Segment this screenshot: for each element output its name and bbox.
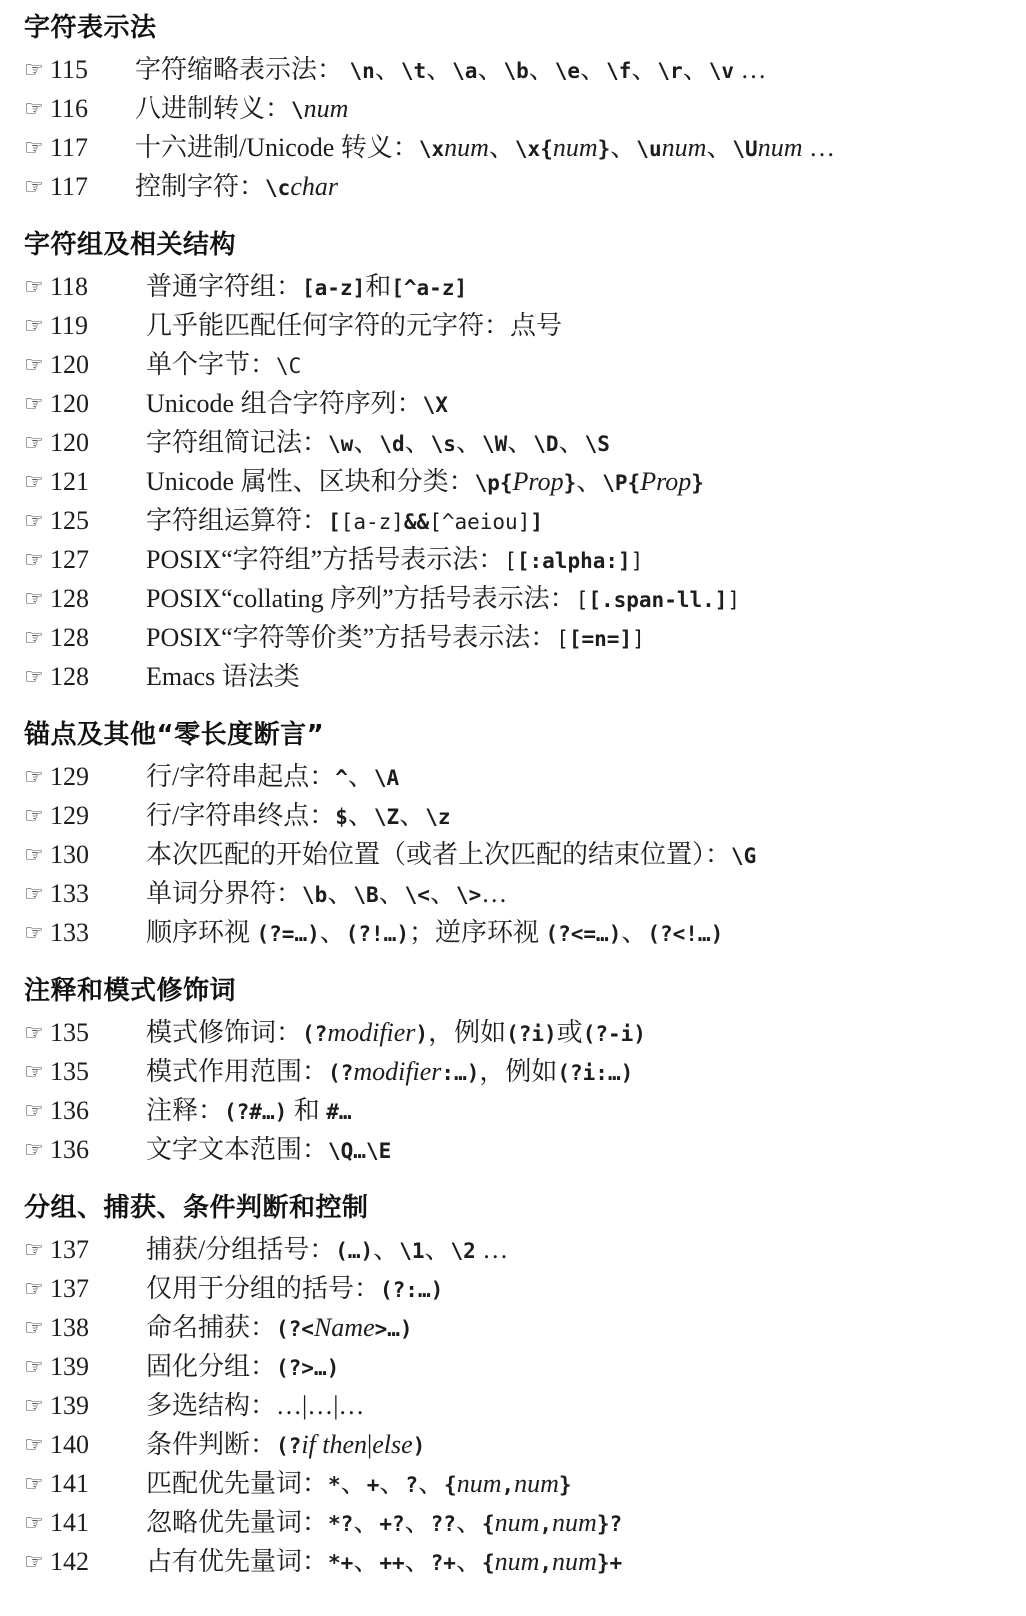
entry-text: 顺序环视 (?=…)、(?!…)；逆序环视 (?<=…)、(?<!…) [146, 918, 724, 947]
page-number: 128 [50, 623, 89, 652]
pointing-hand-icon: ☞ [24, 96, 44, 121]
entry-text: 匹配优先量词：*、+、?、{num,num} [146, 1469, 572, 1498]
index-entry [24, 835, 1006, 874]
index-entry [24, 50, 1006, 89]
index-entry [24, 1425, 1006, 1464]
page-number: 139 [50, 1352, 89, 1381]
entry-text: 捕获/分组括号：(…)、\1、\2 … [146, 1235, 509, 1264]
index-entry [24, 1542, 1006, 1581]
entry-text: 本次匹配的开始位置（或者上次匹配的结束位置）：\G [146, 840, 757, 869]
page-number: 140 [50, 1430, 89, 1459]
pointing-hand-icon: ☞ [24, 430, 44, 455]
page-number: 120 [50, 350, 89, 379]
entry-text: 模式修饰词：(?modifier)，例如(?i)或(?-i) [146, 1018, 646, 1047]
pointing-hand-icon: ☞ [24, 313, 44, 338]
section [24, 227, 1006, 696]
section-title: 字符表示法 [24, 13, 157, 43]
pointing-hand-icon: ☞ [24, 57, 44, 82]
entry-text: 几乎能匹配任何字符的元字符：点号 [146, 311, 563, 340]
pointing-hand-icon: ☞ [24, 391, 44, 416]
index-entry [24, 462, 1006, 501]
page-number: 117 [50, 133, 89, 162]
pointing-hand-icon: ☞ [24, 1137, 44, 1162]
page-number: 129 [50, 801, 89, 830]
index-entry [24, 1269, 1006, 1308]
page-number: 135 [50, 1057, 89, 1086]
pointing-hand-icon: ☞ [24, 1098, 44, 1123]
section-title: 分组、捕获、条件判断和控制 [24, 1193, 369, 1223]
page-number: 129 [50, 762, 89, 791]
pointing-hand-icon: ☞ [24, 920, 44, 945]
entry-text: 行/字符串起点：^、\A [146, 762, 400, 791]
page-number: 138 [50, 1313, 89, 1342]
pointing-hand-icon: ☞ [24, 803, 44, 828]
pointing-hand-icon: ☞ [24, 1315, 44, 1340]
pointing-hand-icon: ☞ [24, 664, 44, 689]
page-number: 130 [50, 840, 89, 869]
index-entry [24, 1386, 1006, 1425]
pointing-hand-icon: ☞ [24, 842, 44, 867]
pointing-hand-icon: ☞ [24, 586, 44, 611]
entry-text: 单词分界符：\b、\B、\<、\>… [146, 879, 508, 908]
page-number: 133 [50, 918, 89, 947]
entry-text: 字符组简记法：\w、\d、\s、\W、\D、\S [146, 428, 610, 457]
page-number: 115 [50, 55, 89, 84]
pointing-hand-icon: ☞ [24, 881, 44, 906]
pointing-hand-icon: ☞ [24, 1393, 44, 1418]
index-entry [24, 1464, 1006, 1503]
index-entry [24, 128, 1006, 167]
page-number: 136 [50, 1135, 89, 1164]
page-number: 141 [50, 1469, 89, 1498]
entry-text: 行/字符串终点：$、\Z、\z [146, 801, 451, 830]
entry-text: 十六进制/Unicode 转义：\xnum、\x{num}、\unum、\Unum … [135, 133, 835, 162]
section [24, 973, 1006, 1169]
section [24, 10, 1006, 206]
page-number: 141 [50, 1508, 89, 1537]
page-number: 128 [50, 584, 89, 613]
index-entry [24, 1013, 1006, 1052]
pointing-hand-icon: ☞ [24, 469, 44, 494]
pointing-hand-icon: ☞ [24, 1020, 44, 1045]
pointing-hand-icon: ☞ [24, 1354, 44, 1379]
entry-text: Unicode 组合字符序列：\X [146, 389, 448, 418]
page-number: 119 [50, 311, 89, 340]
page-number: 142 [50, 1547, 89, 1576]
pointing-hand-icon: ☞ [24, 174, 44, 199]
page-number: 120 [50, 428, 89, 457]
pointing-hand-icon: ☞ [24, 135, 44, 160]
entry-text: 忽略优先量词：*?、+?、??、{num,num}? [146, 1508, 623, 1537]
pointing-hand-icon: ☞ [24, 274, 44, 299]
page-number: 137 [50, 1235, 89, 1264]
entry-text: 字符缩略表示法： \n、\t、\a、\b、\e、\f、\r、\v … [135, 55, 767, 84]
index-entry [24, 1308, 1006, 1347]
section [24, 1190, 1006, 1581]
entry-text: 命名捕获：(?<Name>…) [146, 1313, 413, 1342]
entry-text: 仅用于分组的括号：(?:…) [146, 1274, 444, 1303]
section [24, 717, 1006, 952]
index-entry [24, 757, 1006, 796]
entry-text: Unicode 属性、区块和分类：\p{Prop}、\P{Prop} [146, 467, 704, 496]
index-entry [24, 540, 1006, 579]
page-number: 135 [50, 1018, 89, 1047]
index-entry [24, 579, 1006, 618]
page-number: 125 [50, 506, 89, 535]
index-entry [24, 913, 1006, 952]
entry-text: 占有优先量词：*+、++、?+、{num,num}+ [146, 1547, 623, 1576]
index-entry [24, 1052, 1006, 1091]
page-number: 118 [50, 272, 89, 301]
pointing-hand-icon: ☞ [24, 1237, 44, 1262]
pointing-hand-icon: ☞ [24, 1549, 44, 1574]
index-entry [24, 1130, 1006, 1169]
page-number: 117 [50, 172, 89, 201]
index-entry [24, 657, 1006, 696]
entry-text: 注释：(?#…) 和 #… [146, 1096, 352, 1125]
index-entry [24, 1091, 1006, 1130]
section-title: 字符组及相关结构 [24, 230, 237, 260]
section-title: 注释和模式修饰词 [24, 976, 237, 1006]
page-number: 139 [50, 1391, 89, 1420]
pointing-hand-icon: ☞ [24, 1432, 44, 1457]
index-entry [24, 89, 1006, 128]
index-entry [24, 796, 1006, 835]
entry-text: POSIX“collating 序列”方括号表示法：[[.span-ll.]] [146, 584, 741, 613]
page-number: 116 [50, 94, 89, 123]
index-entry [24, 1230, 1006, 1269]
entry-text: 单个字节：\C [146, 350, 302, 379]
entry-text: 多选结构：…|…|… [146, 1391, 365, 1420]
entry-text: 文字文本范围：\Q…\E [146, 1135, 392, 1164]
entry-text: 八进制转义：\num [135, 94, 349, 123]
entry-text: 条件判断：(?if then|else) [146, 1430, 426, 1459]
entry-text: 固化分组：(?>…) [146, 1352, 340, 1381]
index-entry [24, 167, 1006, 206]
pointing-hand-icon: ☞ [24, 547, 44, 572]
pointing-hand-icon: ☞ [24, 1471, 44, 1496]
entry-text: Emacs 语法类 [146, 662, 300, 691]
pointing-hand-icon: ☞ [24, 1276, 44, 1301]
entry-text: 字符组运算符：[[a-z]&&[^aeiou]] [146, 506, 543, 535]
page-number: 121 [50, 467, 89, 496]
index-entry [24, 384, 1006, 423]
pointing-hand-icon: ☞ [24, 1059, 44, 1084]
index-entry [24, 345, 1006, 384]
page-number: 127 [50, 545, 89, 574]
section-title: 锚点及其他“零长度断言” [24, 720, 325, 750]
pointing-hand-icon: ☞ [24, 352, 44, 377]
index-entry [24, 501, 1006, 540]
entry-text: 普通字符组：[a-z]和[^a-z] [146, 272, 468, 301]
page-number: 136 [50, 1096, 89, 1125]
pointing-hand-icon: ☞ [24, 764, 44, 789]
page-number: 137 [50, 1274, 89, 1303]
page-number: 120 [50, 389, 89, 418]
entry-text: 控制字符：\cchar [135, 172, 338, 201]
entry-text: POSIX“字符等价类”方括号表示法：[[=n=]] [146, 623, 645, 652]
index-entry [24, 1347, 1006, 1386]
index-entry [24, 618, 1006, 657]
index-entry [24, 423, 1006, 462]
pointing-hand-icon: ☞ [24, 625, 44, 650]
page-number: 128 [50, 662, 89, 691]
index-entry [24, 267, 1006, 306]
page-number: 133 [50, 879, 89, 908]
entry-text: 模式作用范围：(?modifier:…)，例如(?i:…) [146, 1057, 634, 1086]
index-entry [24, 306, 1006, 345]
entry-text: POSIX“字符组”方括号表示法：[[:alpha:]] [146, 545, 644, 574]
index-entry [24, 1503, 1006, 1542]
pointing-hand-icon: ☞ [24, 508, 44, 533]
index-entry [24, 874, 1006, 913]
pointing-hand-icon: ☞ [24, 1510, 44, 1535]
